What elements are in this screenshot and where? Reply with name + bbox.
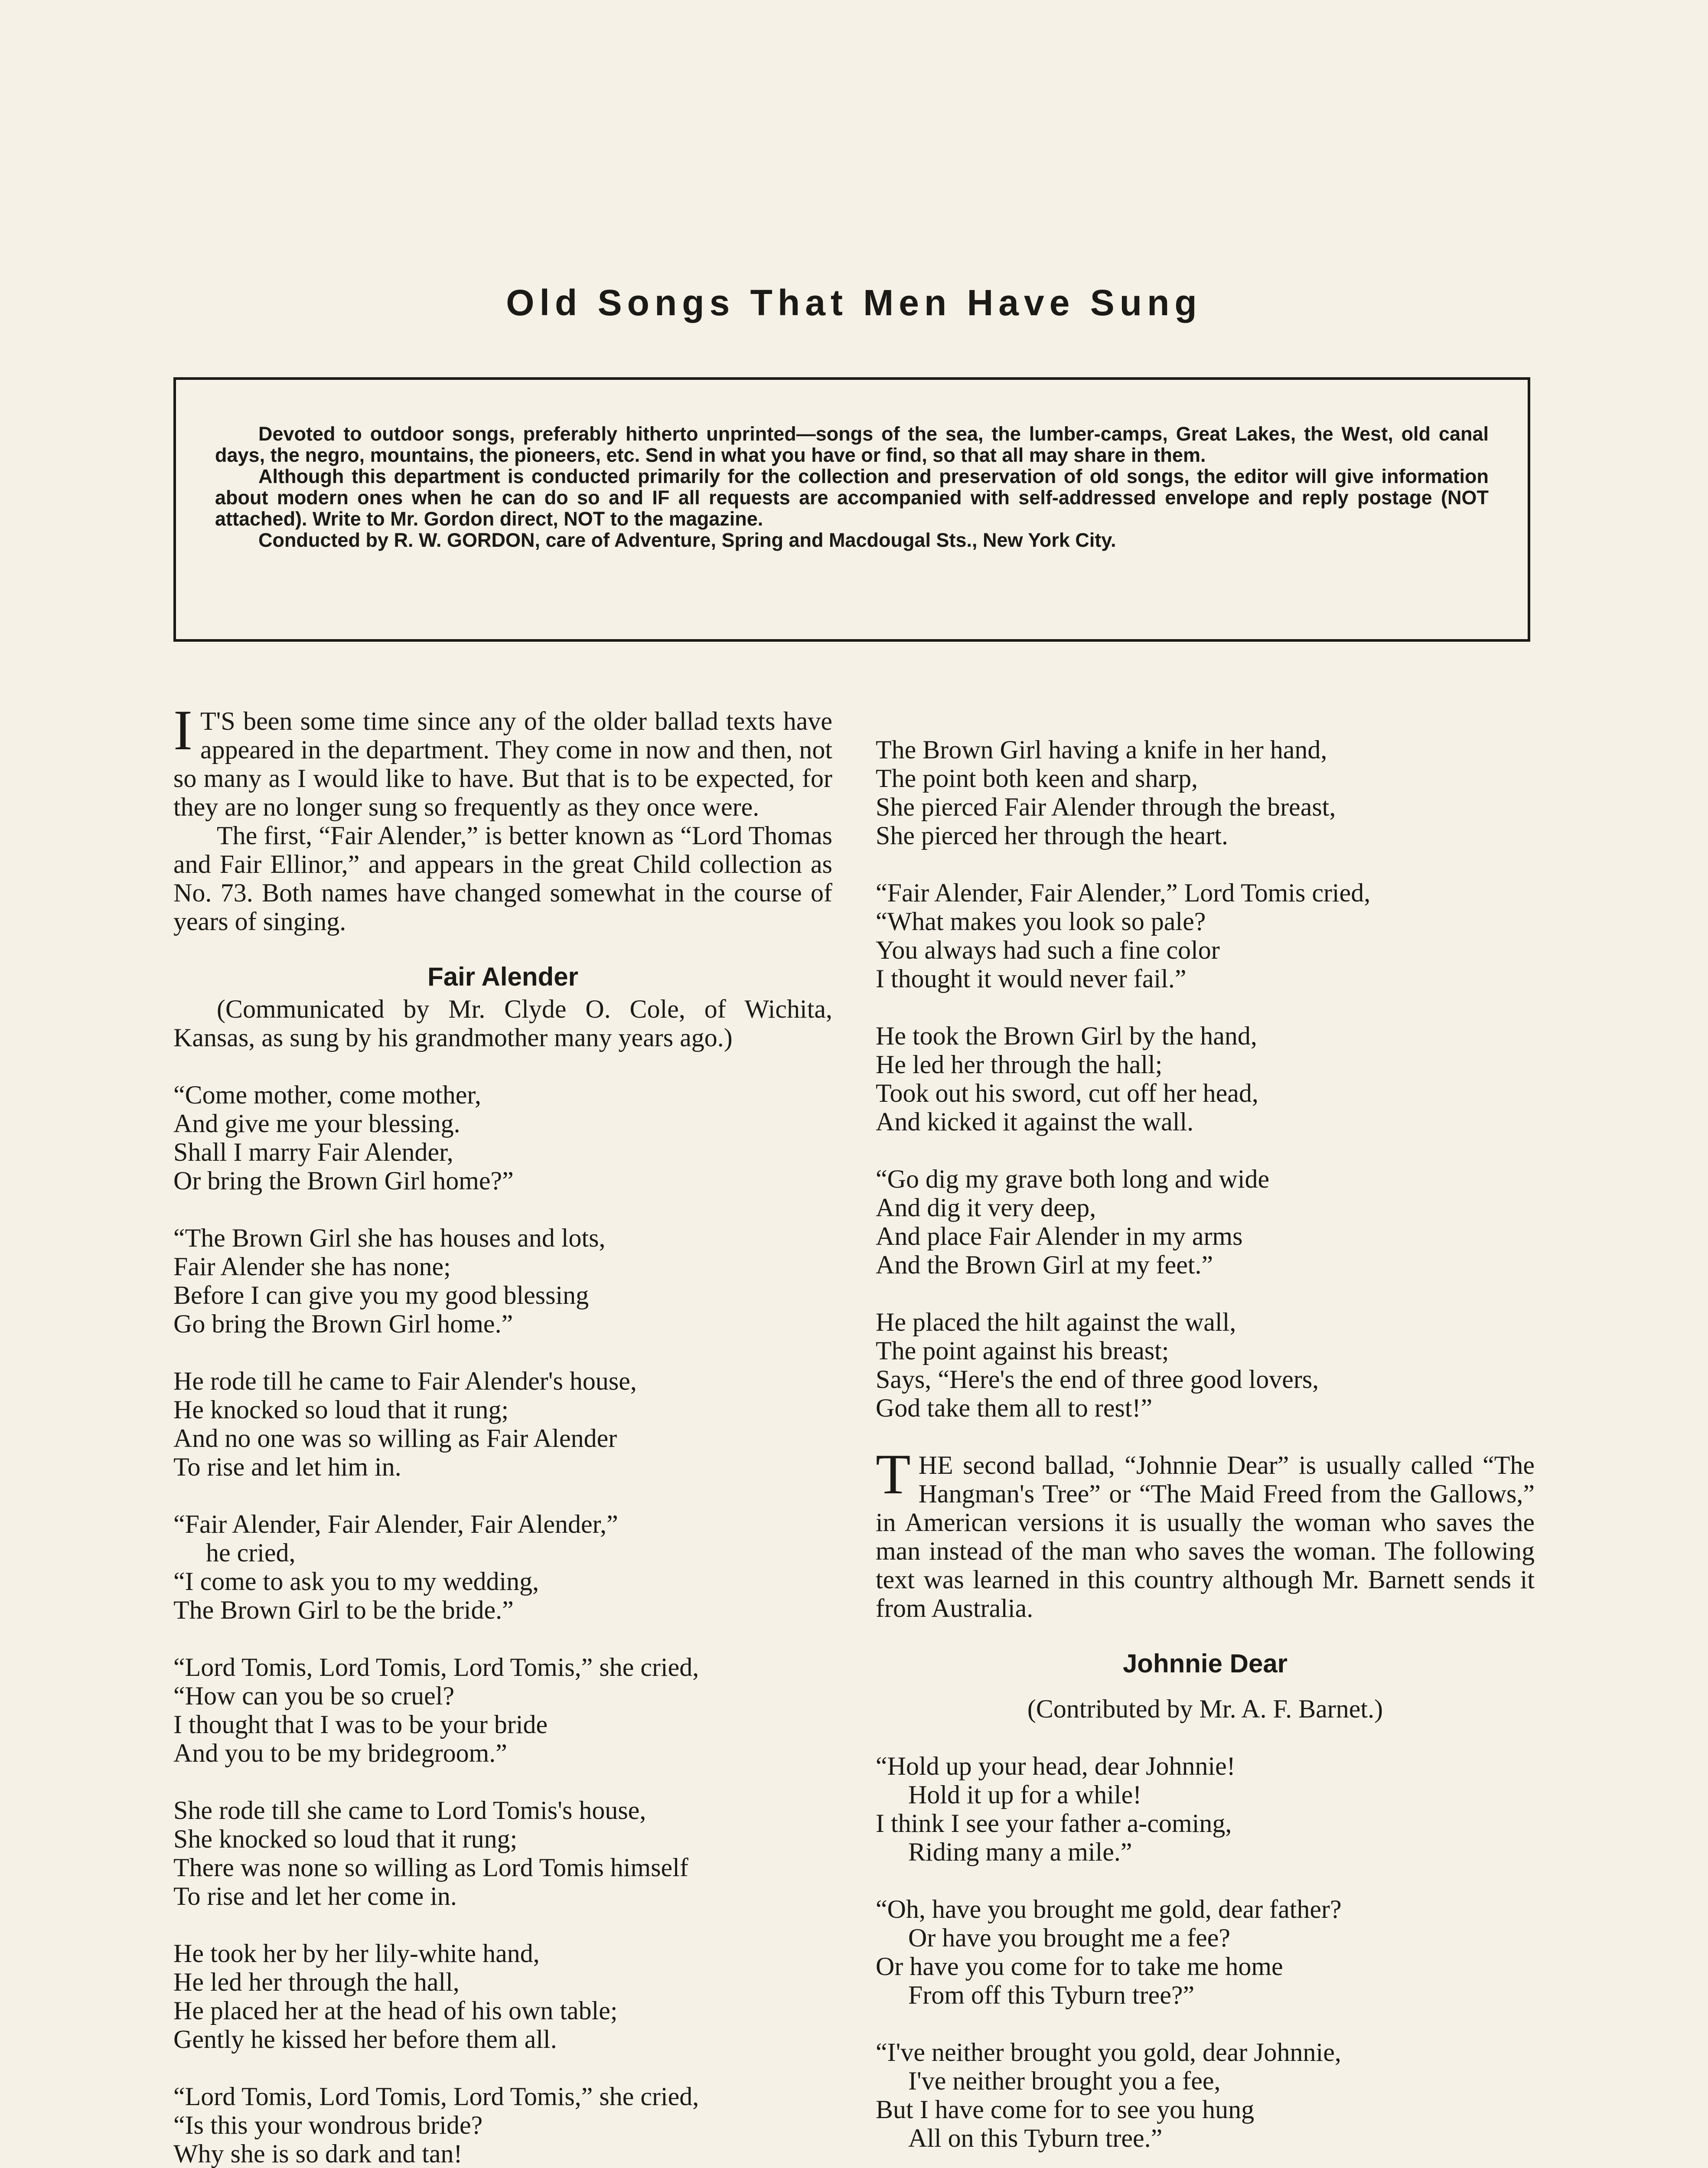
- verse-line: He led her through the hall,: [173, 1968, 460, 1996]
- verse-line: And kicked it against the wall.: [876, 1107, 1194, 1136]
- song-credit: (Communicated by Mr. Clyde O. Cole, of Wichita, Kansas, as sung by his grandmother many years ago.): [173, 995, 832, 1052]
- verse-line: “How can you be so cruel?: [173, 1682, 455, 1710]
- verse-line: There was none so willing as Lord Tomis himself: [173, 1853, 688, 1882]
- stanza: [876, 1895, 1535, 2009]
- verse-line: Before I can give you my good blessing: [173, 1281, 589, 1309]
- verse-line: She rode till she came to Lord Tomis's house,: [173, 1796, 646, 1825]
- verse-line: He placed the hilt against the wall,: [876, 1308, 1236, 1336]
- verse-line: He placed her at the head of his own table;: [173, 1996, 618, 2025]
- verse-line: “The Brown Girl she has houses and lots,: [173, 1224, 606, 1252]
- verse-line: “Lord Tomis, Lord Tomis, Lord Tomis,” she cried,: [173, 2082, 699, 2111]
- song-stanzas: [876, 1752, 1535, 2168]
- verse-line: he cried,: [206, 1538, 296, 1567]
- drop-cap: I: [173, 698, 192, 762]
- verse-line: And no one was so willing as Fair Alender: [173, 1424, 617, 1453]
- verse-line: “Come mother, come mother,: [173, 1081, 481, 1109]
- stanza: [173, 2082, 832, 2168]
- stanza: [876, 878, 1535, 993]
- stanza: [876, 1308, 1535, 1422]
- verse-line: You always had such a fine color: [876, 936, 1220, 964]
- song-credit: (Contributed by Mr. A. F. Barnet.): [1027, 1695, 1383, 1723]
- verse-line: Says, “Here's the end of three good lovers,: [876, 1365, 1319, 1394]
- verse-line: Or have you brought me a fee?: [908, 1923, 1231, 1952]
- verse-line: The Brown Girl to be the bride.”: [173, 1596, 514, 1624]
- verse-line: She pierced her through the heart.: [876, 821, 1229, 850]
- song-title-fair-alender: Fair Alender: [427, 962, 578, 991]
- verse-line: “Go dig my grave both long and wide: [876, 1165, 1270, 1193]
- verse-line: I've neither brought you a fee,: [908, 2067, 1221, 2095]
- song-stanzas-continued: [876, 735, 1535, 1422]
- department-notice-box: [173, 377, 1530, 642]
- verse-line: And give me your blessing.: [173, 1109, 460, 1138]
- verse-line: “Lord Tomis, Lord Tomis, Lord Tomis,” she cried,: [173, 1653, 699, 1682]
- verse-line: And dig it very deep,: [876, 1193, 1096, 1222]
- verse-line: Or have you come for to take me home: [876, 1952, 1283, 1981]
- intro-text: [173, 698, 832, 936]
- verse-line: Riding many a mile.”: [908, 1838, 1132, 1866]
- intro-paragraph-1: I T'S been some time since any of the older ballad texts have appeared in the department. They come in now and then, not so many as I would like to have. But that is to be expected, for they are no longer sung so frequently as they once were.: [173, 698, 832, 821]
- right-column: [876, 707, 1535, 2168]
- verse-line: But I have come for to see you hung: [876, 2095, 1255, 2124]
- verse-line: “Fair Alender, Fair Alender,” Lord Tomis cried,: [876, 878, 1371, 907]
- verse-line: “Hold up your head, dear Johnnie!: [876, 1752, 1235, 1780]
- verse-line: “Oh, have you brought me gold, dear father?: [876, 1895, 1342, 1923]
- stanza: [876, 2038, 1535, 2152]
- stanza: [876, 1165, 1535, 1279]
- verse-line: She pierced Fair Alender through the breast,: [876, 793, 1336, 821]
- verse-line: Took out his sword, cut off her head,: [876, 1079, 1258, 1107]
- stanza: [173, 1367, 832, 1481]
- song-stanzas: [173, 1081, 832, 2168]
- verse-line: I thought it would never fail.”: [876, 964, 1186, 993]
- verse-line: “Fair Alender, Fair Alender, Fair Alender,”: [173, 1510, 618, 1538]
- stanza: [173, 1796, 832, 1910]
- verse-line: “What makes you look so pale?: [876, 907, 1206, 936]
- intro-paragraph-2: The first, “Fair Alender,” is better known as “Lord Thomas and Fair Ellinor,” and appears in the great Child collection as No. 73. Both names have changed somewhat in the course of years of singing.: [173, 821, 832, 936]
- verse-line: Shall I marry Fair Alender,: [173, 1138, 453, 1166]
- stanza: [876, 1022, 1535, 1136]
- verse-line: I thought that I was to be your bride: [173, 1710, 548, 1739]
- verse-line: “Is this your wondrous bride?: [173, 2111, 483, 2139]
- stanza: [173, 1653, 832, 1767]
- left-column: [173, 698, 832, 2168]
- stanza: [173, 1224, 832, 1338]
- interlude-text: [876, 1442, 1535, 1623]
- stanza: [876, 735, 1535, 850]
- verse-line: The point both keen and sharp,: [876, 764, 1198, 793]
- verse-line: I think I see your father a-coming,: [876, 1809, 1232, 1838]
- verse-line: Go bring the Brown Girl home.”: [173, 1309, 513, 1338]
- verse-line: All on this Tyburn tree.”: [908, 2124, 1163, 2152]
- verse-line: He took her by her lily-white hand,: [173, 1939, 540, 1968]
- verse-line: To rise and let her come in.: [173, 1882, 457, 1910]
- verse-line: Hold it up for a while!: [908, 1780, 1142, 1809]
- page-title: Old Songs That Men Have Sung: [506, 282, 1202, 323]
- stanza: [173, 1939, 832, 2054]
- stanza: [173, 1081, 832, 1195]
- verse-line: He rode till he came to Fair Alender's house,: [173, 1367, 637, 1395]
- verse-line: To rise and let him in.: [173, 1453, 401, 1481]
- verse-line: Gently he kissed her before them all.: [173, 2025, 557, 2054]
- verse-line: The Brown Girl having a knife in her hand,: [876, 735, 1327, 764]
- verse-line: And place Fair Alender in my arms: [876, 1222, 1243, 1251]
- drop-cap: T: [876, 1442, 911, 1506]
- verse-line: The point against his breast;: [876, 1336, 1169, 1365]
- song-title-johnnie-dear: Johnnie Dear: [1122, 1649, 1288, 1678]
- verse-line: He led her through the hall;: [876, 1050, 1163, 1079]
- verse-line: He knocked so loud that it rung;: [173, 1395, 509, 1424]
- verse-line: Or bring the Brown Girl home?”: [173, 1166, 514, 1195]
- verse-line: Fair Alender she has none;: [173, 1252, 451, 1281]
- stanza: [876, 1752, 1535, 1866]
- verse-line: “I've neither brought you gold, dear Johnnie,: [876, 2038, 1341, 2067]
- notice-paragraph-1: Devoted to outdoor songs, preferably hitherto unprinted—songs of the sea, the lumber-camps, Great Lakes, the West, old canal days, the negro, mountains, the pioneers, etc. Send in what you have or find, so that all may share in them.: [215, 423, 1489, 466]
- notice-paragraph-3: Conducted by R. W. GORDON, care of Adventure, Spring and Macdougal Sts., New York City.: [258, 529, 1116, 551]
- verse-line: Why she is so dark and tan!: [173, 2139, 463, 2168]
- verse-line: “I come to ask you to my wedding,: [173, 1567, 539, 1596]
- verse-line: And you to be my bridegroom.”: [173, 1739, 507, 1767]
- interlude-paragraph: THE second ballad, “Johnnie Dear” is usually called “The Hangman's Tree” or “The Maid Freed from the Gallows,” in American versions it is usually the woman who saves the man instead of the man who saves the woman. The following text was learned in this country although Mr. Barnett sends it from Australia.: [876, 1442, 1535, 1623]
- verse-line: And the Brown Girl at my feet.”: [876, 1251, 1213, 1279]
- notice-paragraph-2: Although this department is conducted primarily for the collection and preservation of old songs, the editor will give information about modern ones when he can do so and IF all requests are accompanied with self-addressed envelope and reply postage (NOT attached). Write to Mr. Gordon direct, NOT to the magazine.: [215, 465, 1489, 530]
- verse-line: From off this Tyburn tree?”: [908, 1981, 1195, 2009]
- stanza: [173, 1510, 832, 1624]
- verse-line: God take them all to rest!”: [876, 1394, 1153, 1422]
- verse-line: She knocked so loud that it rung;: [173, 1825, 518, 1853]
- verse-line: He took the Brown Girl by the hand,: [876, 1022, 1257, 1050]
